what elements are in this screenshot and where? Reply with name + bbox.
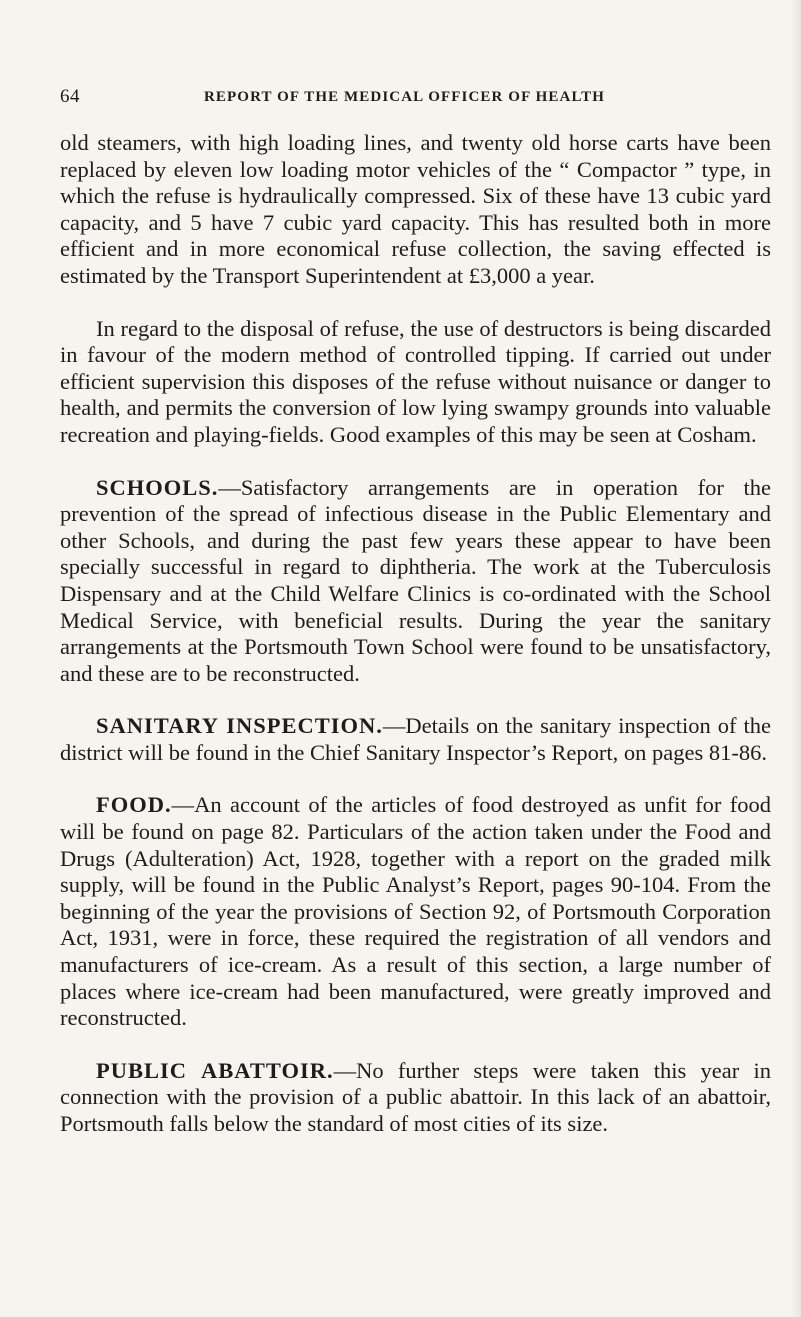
paragraph-text: —Satisfactory arrangements are in operation for the prevention of the spread of infectious disease in the Public Elementary and other Schools, and during the past few years these appear to have been specially successful in regard to diphtheria. The work at the Tuberculosis Dispensary and at the Child Welfare Clinics is co-ordinated with the School Medical Service, with beneficial results. During the year the sanitary arrangements at the Portsmouth Town School were found to be unsatisfactory, and these are to be reconstructed.	[60, 474, 771, 686]
page-header	[60, 86, 770, 108]
body-text	[60, 130, 771, 1164]
section-heading-schools: SCHOOLS.	[96, 474, 219, 500]
section-heading-food: FOOD.	[96, 792, 172, 818]
page-number: 64	[60, 86, 80, 107]
paragraph-refuse-disposal	[60, 316, 771, 449]
paragraph-text: —An account of the articles of food destroyed as unfit for food will be found on page 82. Particulars of the action taken under the Food and Drugs (Adulteration) Act, 1928, together with a report on the graded milk supply, will be found in the Public Analyst’s Report, pages 90-104. From the beginning of the year the provisions of Section 92, of Portsmouth Corporation Act, 1931, were in force, these required the registration of all vendors and manufacturers of ice-cream. As a result of this section, a large number of places where ice-cream had been manufactured, were greatly improved and reconstructed.	[60, 792, 771, 1031]
running-head: REPORT OF THE MEDICAL OFFICER OF HEALTH	[204, 89, 606, 105]
paragraph-sanitary-inspection	[60, 713, 771, 766]
page-edge-shadow	[791, 0, 801, 1317]
paragraph-text: In regard to the disposal of refuse, the use of destructors is being discarded in favour of the modern method of controlled tipping. If carried out under efficient supervision this disposes of the refuse without nuisance or danger to health, and permits the conversion of low lying swampy grounds into valuable recreation and playing-fields. Good examples of this may be seen at Cosham.	[60, 315, 771, 447]
paragraph-text: —Details on the sanitary inspection of the district will be found in the Chief Sanitary Inspector’s Report, on pages 81-86.	[60, 713, 771, 765]
section-heading-public-abattoir: PUBLIC ABATTOIR.	[96, 1057, 334, 1083]
paragraph-public-abattoir	[60, 1058, 771, 1138]
section-heading-sanitary-inspection: SANITARY INSPECTION.	[96, 713, 383, 739]
paragraph-text: —No further steps were taken this year in connection with the provision of a public abattoir. In this lack of an abattoir, Portsmouth falls below the standard of most cities of its size.	[60, 1057, 771, 1136]
paragraph-refuse-collection	[60, 130, 771, 290]
paragraph-schools	[60, 475, 771, 688]
paragraph-text: old steamers, with high loading lines, and twenty old horse carts have been replaced by eleven low loading motor vehicles of the “ Compactor ” type, in which the refuse is hydraulically compressed. Six of these have 13 cubic yard capacity, and 5 have 7 cubic yard capacity. This has resulted both in more efficient and in more economical refuse collection, the saving effected is estimated by the Transport Superintendent at £3,000 a year.	[60, 130, 771, 288]
paragraph-food	[60, 792, 771, 1031]
